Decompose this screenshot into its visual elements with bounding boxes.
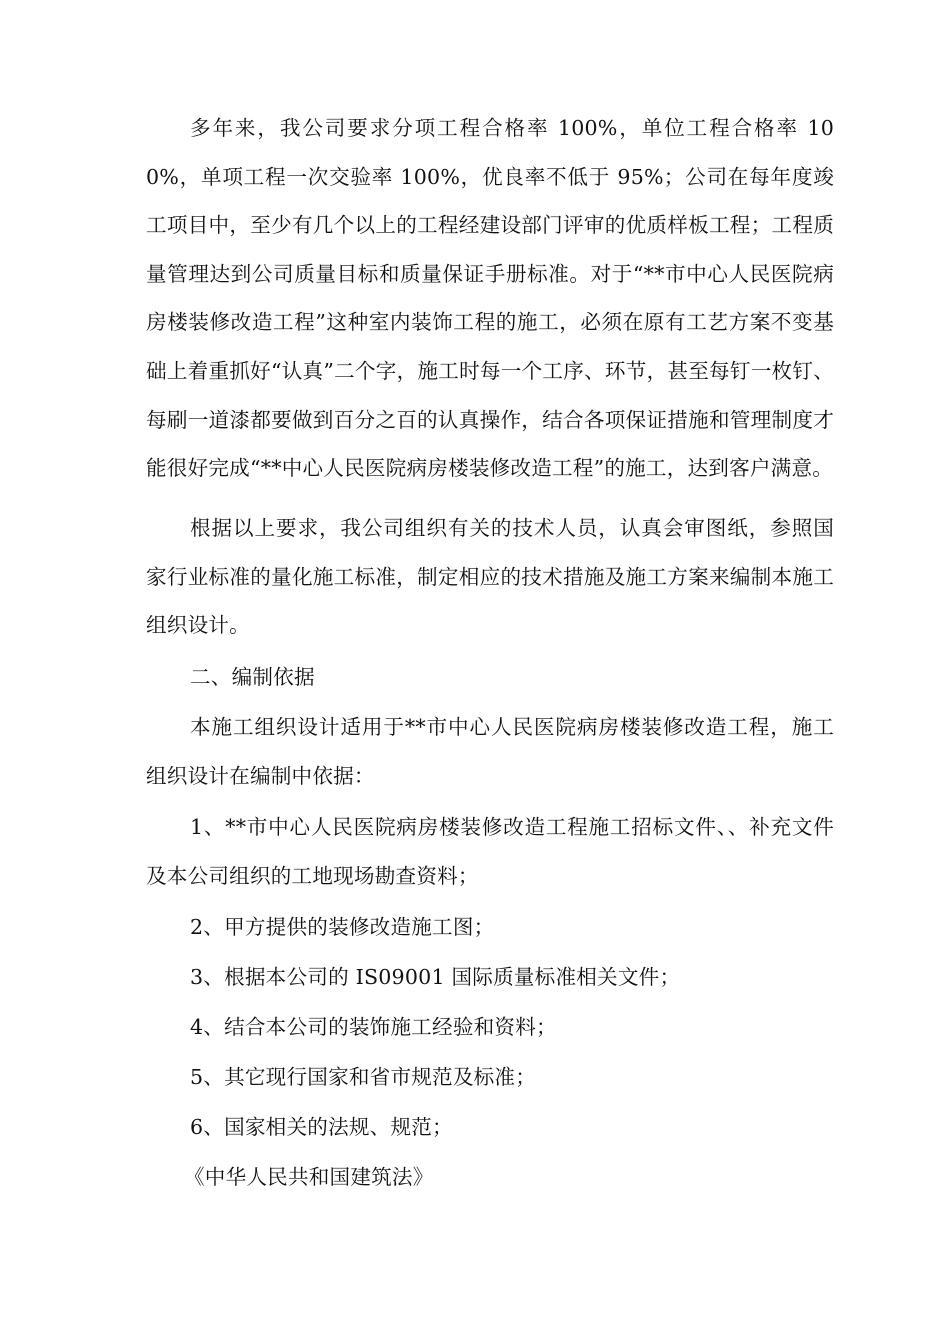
paragraph-quality-goals: 多年来，我公司要求分项工程合格率 100%，单位工程合格率 100%，单项工程一次交验率 100%，优良率不低于 95%；公司在每年度竣工项目中，至少有几个以上的工程经建设部门评审的优质样板工程；工程质量管理达到公司质量目标和质量保证手册标准。对于“**市中心人民医院病房楼装修改造工程”这种室内装饰工程的施工，必须在原有工艺方案不变基础上着重抓好“认真”二个字，施工时每一个工序、环节，甚至每钉一枚钉、每刷一道漆都要做到百分之百的认真操作，结合各项保证措施和管理制度才能很好完成“**中心人民医院病房楼装修改造工程”的施工，达到客户满意。	[146, 116, 834, 481]
paragraph-scope: 本施工组织设计适用于**市中心人民医院病房楼装修改造工程，施工组织设计在编制中依据：	[146, 715, 834, 788]
basis-item-5: 5、其它现行国家和省市规范及标准；	[190, 1065, 537, 1089]
basis-item-2: 2、甲方提供的装修改造施工图；	[190, 915, 495, 939]
law-title: 《中华人民共和国建筑法》	[184, 1165, 434, 1189]
basis-item-4: 4、结合本公司的装饰施工经验和资料；	[190, 1015, 557, 1039]
basis-item-1: 1、**市中心人民医院病房楼装修改造工程施工招标文件、、补充文件及本公司组织的工地现场勘查资料；	[146, 815, 834, 888]
basis-item-6: 6、国家相关的法规、规范；	[190, 1115, 453, 1139]
section-heading-basis: 二、编制依据	[190, 665, 315, 689]
paragraph-requirements: 根据以上要求，我公司组织有关的技术人员，认真会审图纸，参照国家行业标准的量化施工标准，制定相应的技术措施及施工方案来编制本施工组织设计。	[146, 516, 834, 638]
basis-item-3: 3、根据本公司的 IS09001 国际质量标准相关文件；	[190, 965, 681, 989]
